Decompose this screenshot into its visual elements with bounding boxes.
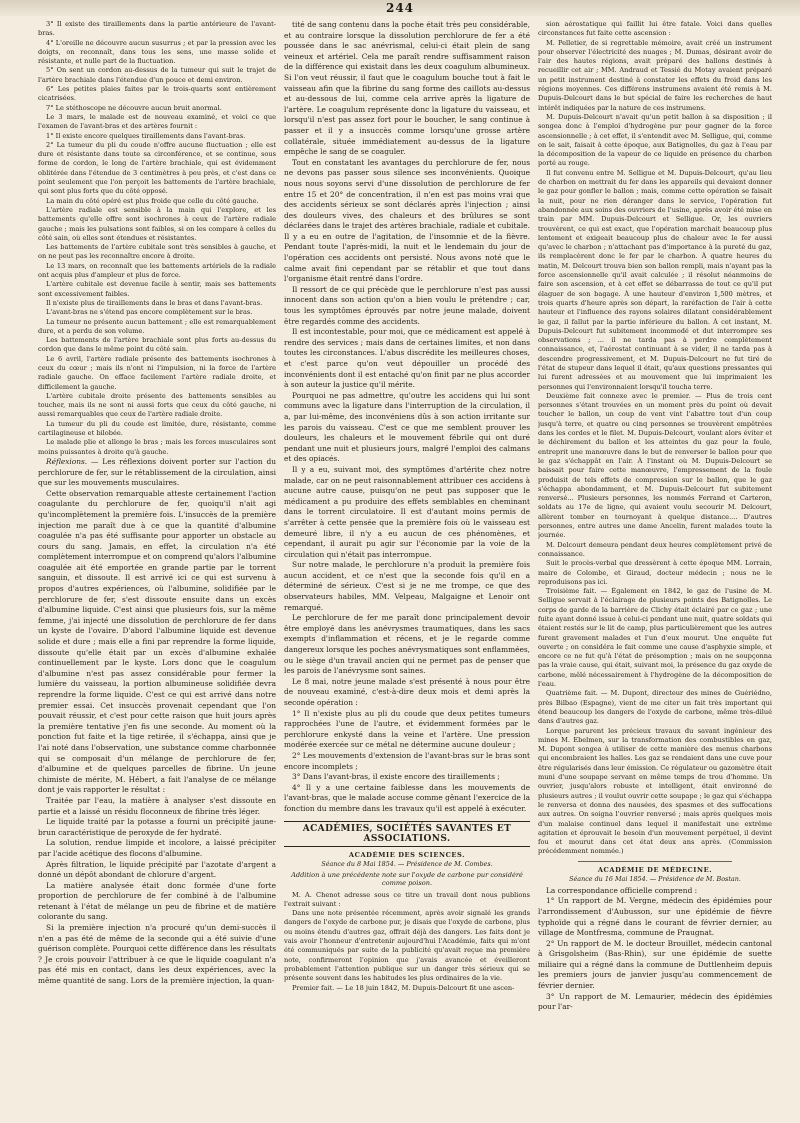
paragraph: 4° L'oreille ne découvre aucun susurrus ; et par la pression avec les doigts, on reconnaît, dans tous les sens, une masse solide et résistante, et nulle part de la fluctuation. <box>38 38 276 66</box>
reflexions-text: — Les réflexions doivent porter sur l'action du perchlorure de fer, sur le rétablissement de la circulation, ainsi que sur les mouvements musculaires. <box>38 456 276 488</box>
paragraph: 7° Le stéthoscope ne découvre aucun bruit anormal. <box>46 103 222 112</box>
paragraph: Pourquoi ne pas admettre, qu'outre les accidens qui lui sont communs avec la ligature dans l'interruption de la circulation, il a, par lui-même, des inconvéniens dûs à son action irritante sur les parois du vaisseau. C'est ce que me semblent prouver les douleurs, les chaleurs et le mouvement fébrile qui ont duré pendant une nuit et plusieurs jours, malgré l'emploi des calmans et des opiacés. <box>284 390 530 464</box>
paragraph: sion aérostatique qui faillit lui être fatale. Voici dans quelles circonstances fut faite cette ascension : <box>538 20 772 38</box>
paragraph: Il n'existe plus de tiraillements dans le bras et dans l'avant-bras. <box>46 298 263 307</box>
paragraph: 2° Les mouvements d'extension de l'avant-bras sur le bras sont encore incomplets ; <box>284 750 530 771</box>
page-number: 244 <box>385 1 415 15</box>
paragraph: M. Pelletier, de si regrettable mémoire, avait créé un instrument pour observer l'électricité des nuages ; M. Dumas, désirant avoir de l'air des hautes régions, avait préparé des ballons destinés à recueillir cet air ; MM. Andraud et Tessié du Motay avaient préparé un petit instrument destiné à constater les effets du froid dans les régions moyennes. Ces différens instrumens avaient été remis à M. Dupuis-Delcourt dans le but spécial de faire les recherches de haut intérêt indiquées par la nature de ces instrumens. <box>538 38 772 112</box>
paragraph: 3° Un rapport de M. Lemaurier, médecin des épidémies pour l'ar- <box>538 991 772 1012</box>
paragraph: Le malade plie et allonge le bras ; mais les forces musculaires sont moins puissantes à droite qu'à gauche. <box>38 438 276 456</box>
paragraph: M. A. Chenot adresse sous ce titre un travail dont nous publions l'extrait suivant : <box>284 890 530 908</box>
paragraph: Sur notre malade, le perchlorure n'a produit la première fois aucun accident, et ce n'est que la seconde fois qu'il en a déterminé de sérieux. C'est si je ne me trompe, ce que des observateurs habiles, MM. Velpeau, Malgaigne et Lenoir ont remarqué. <box>284 560 530 612</box>
paragraph: 2° La tumeur du pli du coude n'offre aucune fluctuation ; elle est dure et résistante dans toute sa circonférence, et se continue, sous forme de cordon, le long de l'artère brachiale, qui est évidemment oblitérée dans l'étendue de 3 centimètres à peu près, et c'est dans ce point seulement que l'on perçoit les battements de l'artère brachiale, qui sont plus forts que du côté opposé. <box>38 140 276 196</box>
paragraph: L'artère cubitale droite présente des battements sensibles au toucher, mais ils ne sont ni aussi forts que ceux du côté gauche, ni aussi remarquables que ceux de l'artère radiale droite. <box>38 391 276 419</box>
paragraph: Suit le procès-verbal que dressèrent à cette époque MM. Lorrain, maire de Colombe, et Giraud, docteur médecin ; nous ne le reproduisons pas ici. <box>538 559 772 586</box>
paragraph: La solution, rendue limpide et incolore, a laissé précipiter par l'acide acétique des flocons d'albumine. <box>38 838 276 858</box>
section-title: ACADÉMIES, SOCIÉTÉS SAVANTES ET ASSOCIATIONS. <box>284 821 530 847</box>
paragraph: L'avant-bras ne s'étend pas encore complètement sur le bras. <box>46 308 253 317</box>
paragraph: L'artère radiale est sensible à la main qui l'explore, et les battements qu'elle offre sont isochrones à ceux de l'artère radiale gauche ; mais les pulsations sont faibles, si on les compare à celles du côté sain, où elles sont étendues et résistantes. <box>38 205 276 242</box>
paragraph: Après filtration, le liquide précipité par l'azotate d'argent a donné un dépôt abondant de chlorure d'argent. <box>38 859 276 880</box>
paragraph: 6° Les petites plaies faites par le trois-quarts sont entièrement cicatrisées. <box>38 85 276 103</box>
paragraph: 3° Dans l'avant-bras, il existe encore des tiraillements ; <box>292 772 500 782</box>
paragraph: 4° Il y a une certaine faiblesse dans les mouvements de l'avant-bras, que le malade accuse comme gênant l'exercice de la fonction du membre dans les travaux qu'il est appelé à exécuter. <box>284 782 530 813</box>
paragraph: Lorque parurent les précieux travaux du savant ingénieur des mines M. Ebelmen, sur la transformation des combustibles en gaz, M. Dupont songea à utiliser de cette manière des menus charbons qui encombraient les halles. Les gaz se rendaient dans une cuve pour être régularisés dans leur émission. Ce régulateur ou gazomètre était muni d'une soupape servant en même temps de trou d'homme. Un ouvrier, jusqu'alors robuste et intelligent, était environné de plusieurs autres ; il voulut ouvrir cette soupape ; le gaz qui s'échappa le renversa et donna des nausées, des spasmes et des suffocations aux autres. On soigna l'ouvrier renversé ; mais après quelques mois d'un malaise continuel dans lequel il manifestait une extrême agitation et éprouvait le besoin d'un mouvement perpétuel, il devint fou et mourut dans cet état deux ans après. (Commission précédemment nommée.) <box>538 726 772 856</box>
paragraph: La tumeur du pli du coude est limitée, dure, résistante, comme cartilagineuse et bilobée. <box>38 419 276 438</box>
paragraph: M. Delcourt demeura pendant deux heures complètement privé de connaissance. <box>538 540 772 558</box>
paragraph: Troisième fait. — Également en 1842, le gaz de l'usine de M. Selligue servait à l'éclairage de plusieurs points des Batignolles. Le corps de garde de la barrière de Clichy était éclairé par ce gaz ; une fuite ayant donné issue à celui-ci pendant une nuit, quatre soldats qui étaient restés sur le lit de camp, plus particulièrement que les autres furent gravement malades et l'un d'eux mourut. Une enquête fut ouverte ; on considéra le fait comme une cause d'asphyxie simple, et encore ce ne fut qu'à l'état de présomption ; mais on ne soupçonna pas la vraie cause, qui était, suivant moi, la présence du gaz oxyde de carbone, mêlé nécessairement à l'hydrogène de la décomposition de l'eau. <box>538 587 772 689</box>
session-line: Séance du 16 Mai 1854. — Présidence de M. Bostan. <box>569 874 741 883</box>
paragraph: M. Dupuis-Delcourt n'avait qu'un petit ballon à sa disposition ; il songea donc à l'emploi d'hydrogène pur pour gagner de la force ascensionnelle ; à cet effet, il s'entendit avec M. Selligue, qui, comme on le sait, faisait à cette époque, aux Batignolles, du gaz à l'eau par la décomposition de la vapeur de ce liquide en présence du charbon porté au rouge. <box>538 112 772 168</box>
paragraph: Il y a eu, suivant moi, des symptômes d'artérite chez notre malade, car on ne peut raisonnablement attribuer ces accidens à aucune autre cause, puisqu'on ne peut pas supposer que le médicament a pu produire des effets semblables en cheminant dans le torrent circulatoire. Il est d'autant moins permis de s'arrêter à cette pensée que la première fois où le vaisseau est demeuré libre, il n'y a eu aucun de ces phénomènes, et cependant, il aurait pu agir sur l'économie par la voie de la circulation qui n'était pas interrompue. <box>284 464 530 559</box>
paragraph: Le 13 mars, on reconnaît que les battements artériels de la radiale ont acquis plus d'ampleur et plus de force. <box>38 261 276 280</box>
paragraph: 1° Il n'existe plus au pli du coude que deux petites tumeurs rapprochées l'une de l'autre, et évidemment formées par le perchlorure enkysté dans la veine et l'artère. Une pression modérée exercée sur ce métal ne détermine aucune douleur ; <box>284 708 530 750</box>
page-header <box>0 0 800 16</box>
paragraph: La correspondance officielle comprend : <box>546 885 698 895</box>
academy-title: ACADÉMIE DE MÉDECINE. <box>597 865 713 874</box>
paragraph: Les battements de l'artère cubitale sont très sensibles à gauche, et on ne peut pas les reconnaître encore à droite. <box>38 243 276 261</box>
paragraph: Le 8 mai, notre jeune malade s'est présenté à nous pour être de nouveau examiné, c'est-à-dire deux mois et demi après la seconde opération : <box>284 676 530 707</box>
paragraph: 1° Il existe encore quelques tiraillements dans l'avant-bras. <box>46 131 246 140</box>
paragraph: Cette observation remarquable atteste certainement l'action coagulante du perchlorure de fer, quoiqu'il n'ait agi qu'incomplètement la première fois. L'insuccès de la première injection me paraît due à ce que la quantité d'albumine coagulée n'a pas été suffisante pour apporter un obstacle au cours du sang. Jamais, en effet, la circulation n'a été complètement interrompue et on comprend qu'alors l'albumine coagulée ait été emportée en grande partie par le torrent sanguin, et dissoute. Il est arrivé ici ce qui est survenu à propos d'autres expériences, où l'albumine, solidifiée par le perchlorure de fer, s'est dissoute ensuite dans un excès d'albumine liquide. C'est ainsi que plusieurs fois, sur la même femme, j'ai injecté une dissolution de perchlorure de fer dans un kyste de l'ovaire. D'abord l'albumine liquide est devenue solide et dure ; mais elle a fini par reprendre la forme liquide, dissoute qu'elle était par un excès d'albumine exhalée continuellement par le kyste. Lors donc que le coagulum d'albumine n'est pas assez considérable pour fermer la lumière du vaisseau, la portion albumineuse solidifiée devra reprendre la forme liquide. C'est ce qui est arrivé dans notre premier essai. Cet insuccès provenait cependant que l'on pouvait réussir, et c'est pour cette raison que huit jours après la première tentative j'en fis une seconde. Au moment où la ponction fut faite et la tige retirée, il s'échappa, ainsi que je l'ai noté dans l'observation, une substance comme charbonnée qui se composait d'un mélange de perchlorure de fer, d'albumine et de quelques parcelles de fibrine. Un jeune chimiste de mérite, M. Hébert, a fait l'analyse de ce mélange dont je vais rapporter le résultat : <box>38 488 276 795</box>
column-right <box>538 20 772 1120</box>
paragraph: Quatrième fait. — M. Dupont, directeur des mines de Guériédno, près Bilbao (Espagne), vient de me citer un fait très important qui étend beaucoup les dangers de l'oxyde de carbone, même très-dilué dans d'autres gaz. <box>538 689 772 726</box>
session-line: Séance du 8 Mai 1854. — Présidence de M. Combes. <box>321 859 493 868</box>
paragraph: Le liquide traité par la potasse a fourni un précipité jaune-brun caractéristique de peroxyde de fer hydraté. <box>38 817 276 837</box>
reflexions-heading: Réflexions. <box>46 456 88 466</box>
paragraph: 1° Un rapport de M. Vergne, médecin des épidémies pour l'arrondissement d'Aubusson, sur une épidémie de fièvre typhoïde qui a régné dans le courant de février dernier, au village de Montfresma, commune de Praugnat. <box>538 896 772 938</box>
reflexions-paragraph <box>38 457 276 489</box>
paragraph: Le perchlorure de fer me paraît donc principalement devoir être employé dans les anévrysmes traumatiques, dans les sacs exempts d'inflammation et récens, et je le regarde comme dangereux lorsque les poches anévrysmatiques sont enflammées, ou le siège d'un travail ancien qui ne permet pas de penser que les parois de l'anévrysme sont saines. <box>284 613 530 676</box>
paragraph: La tumeur ne présente aucun battement ; elle est remarquablement dure, et a perdu de son volume. <box>38 317 276 335</box>
paragraph: Il fut convenu entre M. Selligue et M. Dupuis-Delcourt, qu'au lieu de charbon on mettrait du fer dans les appareils qui devaient donner le gaz pour gonfler le ballon ; mais, comme cette opération se faisait la nuit, pour ne rien déranger dans le service, l'opération fut abandonnée aux soins des ouvriers de l'usine, après avoir été mise en train par MM. Dupuis-Delcourt et Selligue. Or, les ouvriers trouvèrent, ce qui est exact, que l'opération marchait beaucoup plus lentement et exigeait beaucoup plus de chaleur avec le fer aussi qu'avec le charbon ; n'attachant pas d'importance à la pureté du gaz, ils remplacèrent donc le fer par le charbon. À quatre heures du matin, M. Delcourt trouva bien son ballon rempli, mais n'ayant pas la force ascensionnelle qu'il avait calculée ; il résolut néanmoins de faire son ascension, et à cet effet se débarrassa de tout ce qu'il put élaguer de son bagage. À une hauteur d'environ 1,500 mètres, et trois quarts d'heure après son départ, la raréfaction de l'air à cette hauteur et l'influence des rayons solaires dilatant considérablement le gaz, il fallut par la partie inférieure du ballon. À cet instant, M. Dupuis-Delcourt fut subitement incommodé et dut interrompre ses observations ; ... il ne tarda pas à perdre complètement connaissance, et, l'aérostat continuant à se vider, il ne tarda pas à descendre progressivement, et M. Dupuis-Delcourt ne fut tiré de l'état de stupeur dans lequel il était, qu'aux questions pressantes qui lui furent adressées et au mouvement que lui imprimaient les personnes qui l'environnaient lorsqu'il toucha terre. <box>538 168 772 391</box>
paragraph: Le 3 mars, le malade est de nouveau examiné, et voici ce que l'examen de l'avant-bras et des artères fournit : <box>38 112 276 131</box>
paragraph: Dans une note présentée récemment, après avoir signalé les grands dangers de l'oxyde de carbone pur, je disais que l'oxyde de carbone, plus ou moins étendu d'autres gaz, offrait déjà des dangers. Les faits dont je vais avoir l'honneur d'entretenir aujourd'hui l'Académie, faits qui m'ont été communiqués par suite de la publicité qu'avait reçue ma première note, confirmeront l'opinion que j'avais avancée et éveilleront probablement l'attention publique sur un danger très sérieux qui se présente souvent dans les habitudes les plus ordinaires de la vie. <box>284 909 530 983</box>
article-title: Addition à une précédente note sur l'oxyde de carbone pur considéré comme poison. <box>291 870 523 887</box>
paragraph: 3° Il existe des tiraillements dans la partie antérieure de l'avant-bras. <box>38 20 276 38</box>
paragraph: Premier fait. — Le 18 juin 1842, M. Dupuis-Delcourt fit une ascen- <box>292 983 515 992</box>
paragraph: Si la première injection n'a procuré qu'un demi-succès il n'en a pas été de même de la seconde qui a été suivie d'une guérison complète. Pourquoi cette différence dans les résultats ? Je crois pouvoir l'attribuer à ce que le liquide coagulant n'a pas été mis en contact, dans les deux expériences, avec la même quantité de sang. Lors de la première injection, la quan- <box>38 923 276 986</box>
paragraph: Le 6 avril, l'artère radiale présente des battements isochrones à ceux du cœur ; mais ils n'ont ni l'impulsion, ni la force de l'artère radiale gauche. On efface facilement l'artère radiale droite, et difficilement la gauche. <box>38 354 276 391</box>
paragraph: L'artère cubitale est devenue facile à sentir, mais ses battements sont excessivement faibles. <box>38 280 276 298</box>
paragraph: Il est incontestable, pour moi, que ce médicament est appelé à rendre des services ; mais dans de certaines limites, et non dans toutes les circonstances. L'abus discrédite les meilleures choses, et c'est parce qu'on veut dépouiller un procédé des inconvénients dont il est entaché qu'on finit par ne plus accorder à son auteur la justice qu'il mérite. <box>284 327 530 390</box>
column-middle <box>284 20 530 1120</box>
paragraph: tité de sang contenu dans la poche était très peu considérable, et au contraire lorsque la dissolution perchlorure de fer a été poussée dans le sac anévrismal, celui-ci était plein de sang veineux et artériel. Cela me paraît rendre suffisamment raison de la différence qui existait dans les deux coagulum albumineux. Si l'on veut réussir, il faut que le coagulum bouche tout à fait le vaisseau afin que la fibrine du sang forme des caillots au-dessus et au-dessous de lui, comme cela arrive après la ligature de l'artère. Le coagulum représente donc la ligature du vaisseau, et lorsqu'il n'est pas assez fort pour le boucher, le sang continue à passer et il y a insuccès comme lorsqu'une grosse artère collatérale, située immédiatement au-dessus de la ligature empêche le sang de se coaguler. <box>284 20 530 157</box>
paragraph: Il ressort de ce qui précède que le perchlorure n'est pas aussi innocent dans son action qu'on a bien voulu le prétendre ; car, tous les symptômes éprouvés par notre jeune malade, doivent être regardés comme des accidents. <box>284 284 530 326</box>
paragraph: Traitée par l'eau, la matière à analyser s'est dissoute en partie et a laissé un résidu floconneux de fibrine très léger. <box>38 795 276 816</box>
paragraph: Les battements de l'artère brachiale sont plus forts au-dessus du cordon que dans le même point du côté sain. <box>38 336 276 354</box>
paragraph: 2° Un rapport de M. le docteur Brouillet, médecin cantonal à Grisgolsheim (Bas-Rhin), sur une épidémie de suette miliaire qui a régné dans la commune de Duttlenheim depuis les premiers jours de janvier jusqu'au commencement de février dernier. <box>538 938 772 991</box>
divider <box>578 861 732 862</box>
paragraph: La matière analysée était donc formée d'une forte proportion de perchlorure de fer combiné à de l'albumine retenant à l'état de mélange un peu de fibrine et de matière colorante du sang. <box>38 880 276 922</box>
column-left <box>38 20 276 1120</box>
academy-title: ACADÉMIE DES SCIENCES. <box>348 850 466 859</box>
paragraph: La main du côté opéré est plus froide que celle du côté gauche. <box>46 196 259 205</box>
paragraph: Deuxième fait connexe avec le premier. — Plus de trois cent personnes s'étant trouvées en un moment près du point où devait toucher le ballon, un coup de vent vint l'abattre tout d'un coup jusqu'à terre, et quatre ou cinq personnes se trouvèrent empêtrées dans les cordes et le filet. M. Dupuis-Delcourt, voulant alors éviter et le déchirement du ballon et les atteintes du gaz pour la foule, entreprit une manœuvre dans le but de renverser le ballon pour que le gaz s'échappât en l'air. À l'instant où M. Dupuis-Delcourt se baissait pour faire cette manœuvre, l'empressement de la foule produisit de tels effets de compression sur le ballon, que le gaz s'échappa abondamment, et M. Dupuis-Delcourt fut subitement renversé... Plusieurs personnes, les nommés Ferrand et Carteron, soldats au 17e de ligne, qui avaient voulu secourir M. Delcourt, allèrent tomber en tournoyant à quelque distance.... D'autres personnes, entre autres une dame Ancelin, furent malades toute la journée. <box>538 391 772 540</box>
paragraph: Tout en constatant les avantages du perchlorure de fer, nous ne devons pas passer sous silence ses inconvénients. Quoique nous nous soyons servi d'une dissolution de perchlorure de fer entre 15 et 20° de concentration, il n'en est pas moins vrai que des accidents sérieux se sont déclarés après l'injection ; ainsi des douleurs vives, des chaleurs et des brûlures se sont déclarées dans le trajet des artères brachiale, radiale et cubitale. Il y a eu en outre de l'agitation, de l'insomnie et de la fièvre. Pendant toute l'après-midi, la nuit et le lendemain du jour de l'opération ces accidents ont persisté. Nous avons noté que le calme avait fini cependant par se rétablir et que tout dans l'organisme était rentré dans l'ordre. <box>284 157 530 284</box>
paragraph: 5° On sent un cordon au-dessus de la tumeur qui suit le trajet de l'artère brachiale dans l'étendue d'un pouce et demi environ. <box>38 66 276 84</box>
